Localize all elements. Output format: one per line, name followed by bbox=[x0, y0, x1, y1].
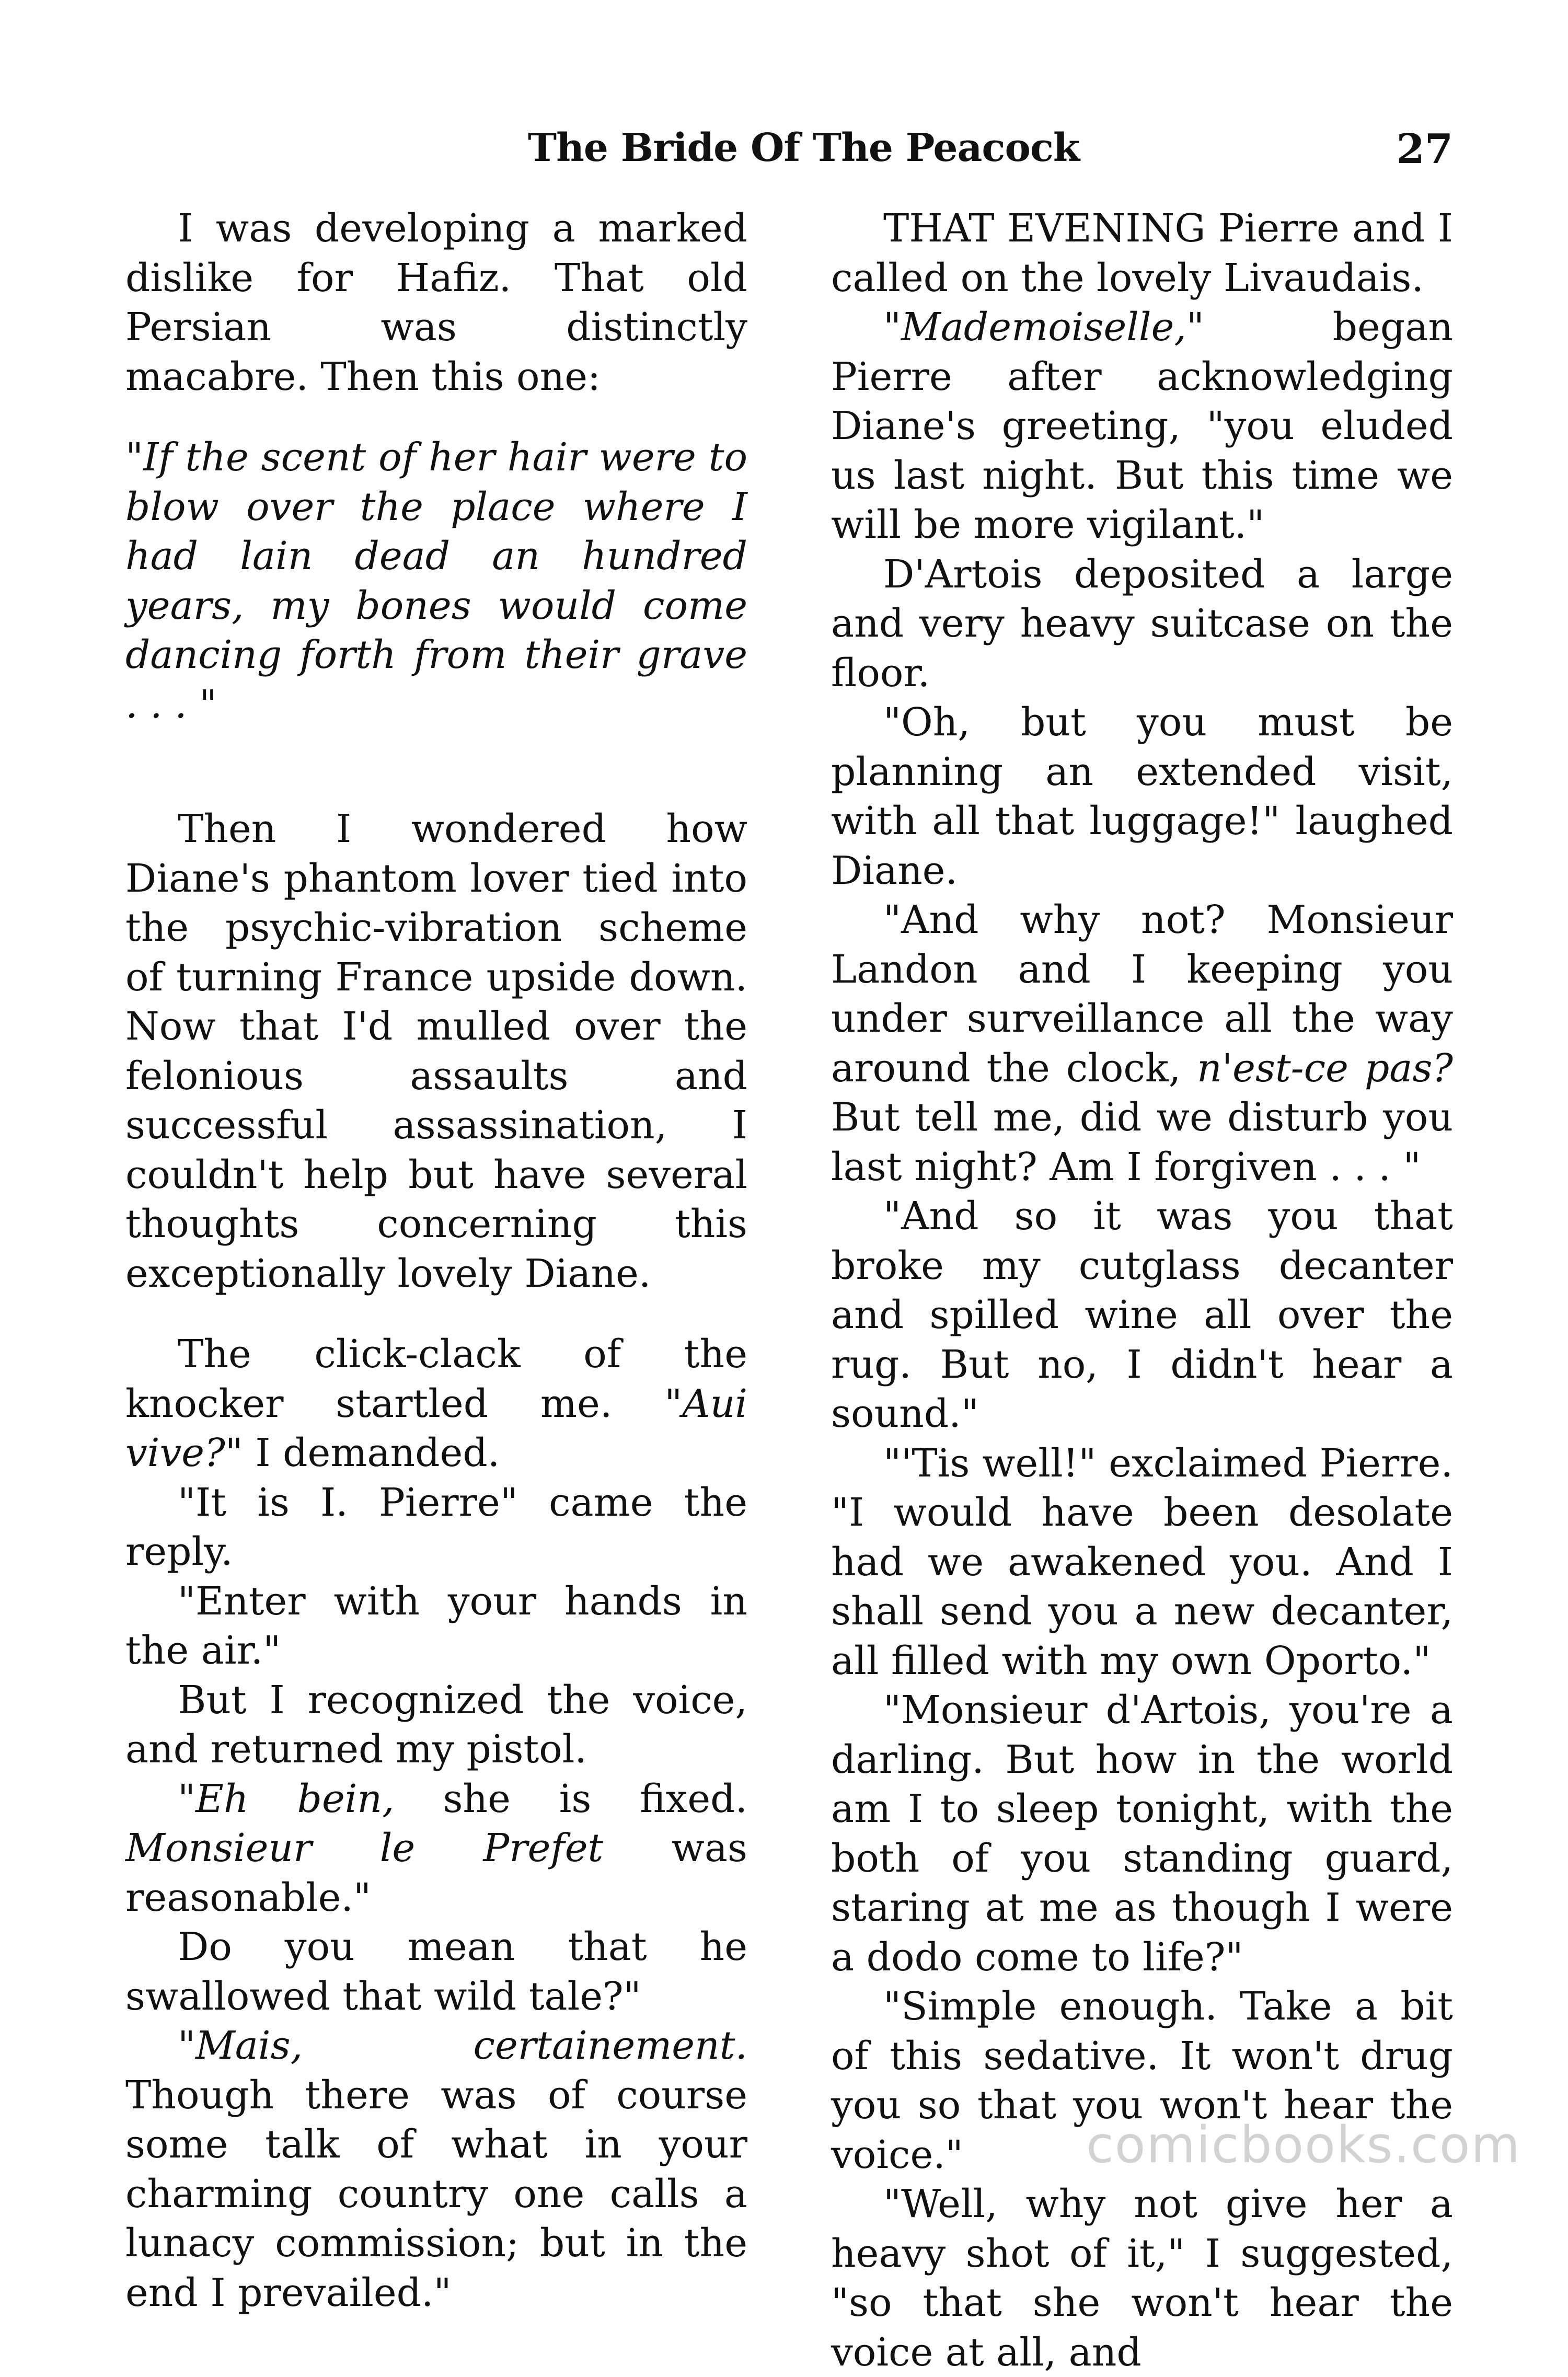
paragraph: "Mais, certainement. Though there was of course some talk of what in your charming country one calls a lunacy commission; but in the end I prevailed." bbox=[125, 2023, 747, 2315]
paragraph: "'Tis well!" exclaimed Pierre. "I would have been desolate had we awakened you. And I shall send you a new decanter, all filled with my own Oporto." bbox=[831, 1440, 1453, 1683]
paragraph: "And so it was you that broke my cutglass decanter and spilled wine all over the rug. But no, I didn't hear a sound." bbox=[831, 1194, 1453, 1436]
paragraph: "Simple enough. Take a bit of this sedative. It won't drug you so that you won't hear the voice." bbox=[831, 1984, 1453, 2177]
paragraph: But I recognized the voice, and returned my pistol. bbox=[125, 1677, 747, 1772]
paragraph: "It is I. Pierre" came the reply. bbox=[125, 1480, 747, 1574]
paragraph: I was developing a marked dislike for Hafiz. That old Persian was distinctly macabre. Then this one: bbox=[125, 206, 747, 399]
paragraph: Do you mean that he swallowed that wild tale?" bbox=[125, 1924, 747, 2019]
paragraph: "Mademoiselle," began Pierre after acknowledging Diane's greeting, "you eluded us last night. But this time we will be more vigilant." bbox=[831, 305, 1453, 547]
paragraph: "And why not? Monsieur Landon and I keeping you under surveillance all the way around the clock, n'est-ce pas? But tell me, did we disturb you last night? Am I forgiven . . . " bbox=[831, 897, 1453, 1190]
paragraph: THAT EVENING Pierre and I called on the lovely Livaudais. bbox=[831, 206, 1453, 301]
verse-quote: "If the scent of her hair were to blow over the place where I had lain dead an hundred years, my bones would come dancing forth from their grave . . . " bbox=[125, 435, 747, 727]
watermark: comicbooks.com bbox=[1086, 2116, 1521, 2174]
paragraph: The click-clack of the knocker startled me. "Aui vive?" I demanded. bbox=[125, 1332, 747, 1475]
paragraph: "Monsieur d'Artois, you're a darling. But how in the world am I to sleep tonight, with the both of you standing guard, staring at me as though I were a dodo come to life?" bbox=[831, 1688, 1453, 1980]
right-column bbox=[831, 204, 1453, 2377]
left-column bbox=[125, 204, 747, 2317]
paragraph: "Eh bein, she is fixed. Monsieur le Prefet was reasonable." bbox=[125, 1776, 748, 1920]
paragraph: "Well, why not give her a heavy shot of it," I suggested, "so that she won't hear the voice at all, and bbox=[831, 2182, 1453, 2375]
page-number: 27 bbox=[1396, 125, 1453, 173]
paragraph: "Oh, but you must be planning an extended visit, with all that luggage!" laughed Diane. bbox=[831, 700, 1453, 893]
paragraph: "Enter with your hands in the air." bbox=[125, 1578, 747, 1673]
paragraph: D'Artois deposited a large and very heavy suitcase on the floor. bbox=[831, 551, 1453, 696]
running-header bbox=[125, 125, 1453, 183]
running-title: The Bride Of The Peacock bbox=[528, 125, 1080, 170]
paragraph: Then I wondered how Diane's phantom lover tied into the psychic-vibration scheme of turning France upside down. Now that I'd mulled over the felonious assaults and successful assassination, I couldn't help but have several thoughts concerning this exceptionally lovely Diane. bbox=[125, 806, 747, 1296]
